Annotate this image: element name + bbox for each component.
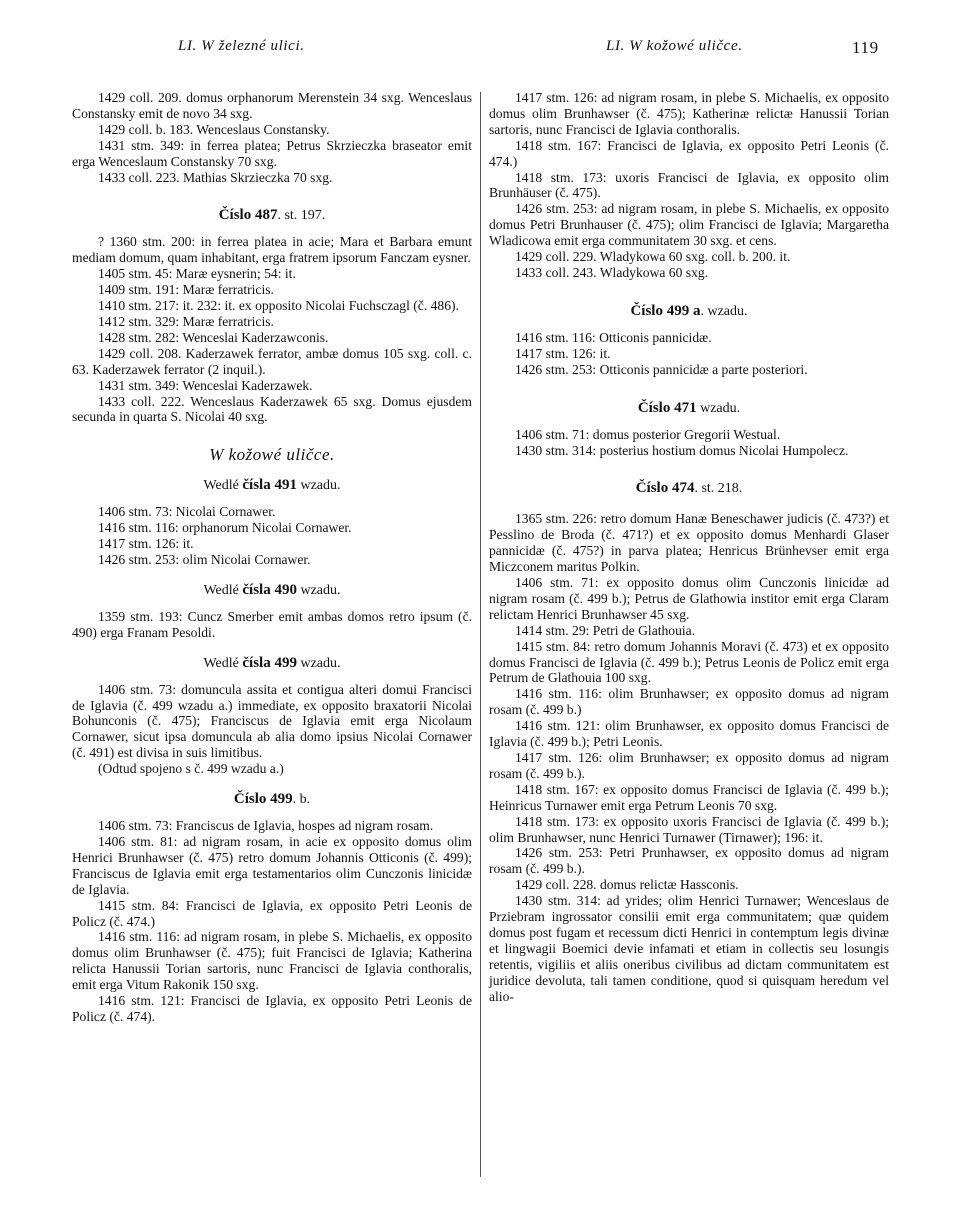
- entry: 1406 stm. 73: Franciscus de Iglavia, hospes ad nigram rosam.: [98, 818, 434, 834]
- note: (Odtud spojeno s č. 499 wzadu a.): [98, 761, 284, 777]
- entry: 1433 coll. 223. Mathias Skrzieczka 70 sxg.: [98, 169, 333, 185]
- entry-list-474: [489, 511, 889, 1004]
- entry: 1405 stm. 45: Maræ eysnerin; 54: it.: [98, 266, 296, 282]
- entry-list-471: [489, 427, 889, 459]
- entry: 1426 stm. 253: ad nigram rosam, in plebe S. Michaelis, ex opposito domus Petri Brunhauser (č. 475); olim Francisci de Iglavia; Margaretha Wladicowa emit erga communitatem 30 sxg. et cens.: [489, 201, 889, 249]
- entry: 1406 stm. 71: domus posterior Gregorii Westual.: [515, 426, 781, 442]
- entry: 1433 coll. 222. Wenceslaus Kaderzawek 65 sxg. Domus ejusdem secunda in quarta S. Nicolai 40 sxg.: [72, 393, 472, 425]
- entry: 1426 stm. 253: Otticonis pannicidæ a parte posteriori.: [515, 361, 808, 377]
- entry: 1416 stm. 116: orphanorum Nicolai Cornawer.: [98, 520, 352, 536]
- running-head-right: LI. W kožowé uličce.: [606, 38, 743, 54]
- entry: 1415 stm. 84: retro domum Johannis Moravi (č. 473) et ex opposito domus Francisci de Iglavia (č. 499 b.); Petrus Leonis de Policz emit erga Petrum de Glathouia 100 sxg.: [489, 638, 889, 686]
- entry: 1430 stm. 314: ad yrides; olim Henrici Turnawer; Wenceslaus de Prziebram ingrossator consilii emit erga communitatem; quæ quidem domus post fugam et recessum dicti Henrici in contemptum legis divinæ et lingwagii Boemici devie infamati et etiam in collectis seu losungis retentis, vigiliis et aliis oneribus civilibus ad dictam communitatem est juridice devoluta, tali tamen conditione, quod si quisquam heredum vel alio-: [489, 893, 889, 1004]
- entry: 1416 stm. 116: olim Brunhawser; ex opposito domus ad nigram rosam (č. 499 b.): [489, 686, 889, 718]
- left-column: [72, 90, 472, 1025]
- entry: 1359 stm. 193: Cuncz Smerber emit ambas domos retro ipsum (č. 490) erga Franam Pesoldi.: [72, 608, 472, 640]
- entry-list-499b: [72, 818, 472, 1025]
- heading-wedle-491: Wedlé čísla 491 wzadu.: [203, 477, 341, 494]
- entry: 1406 stm. 73: domuncula assita et contigua alteri domui Francisci de Iglavia (č. 499 wzadu a.) immediate, ex opposito braxatorii Nicolai Bohunconis (č. 475); Franciscus de Iglavia emit erga Nicolaum Cornawer, sicut ipsa domuncula ab alia domo ipsius Nicolai Cornawer (č. 491) est divisa in suis limitibus.: [72, 681, 472, 761]
- entry: 1416 stm. 116: ad nigram rosam, in plebe S. Michaelis, ex opposito domus olim Brunhawser (č. 475); fuit Francisci de Iglavia; Katherina relicta Hanussii Torian sartoris, nunc Francisci de Iglavia conthoralis, emit erga Vitum Rakonik 150 sxg.: [72, 929, 472, 993]
- entry: 1418 stm. 173: uxoris Francisci de Iglavia, ex opposito olim Brunhäuser (č. 475).: [489, 169, 889, 201]
- heading-cislo-471: Číslo 471 wzadu.: [637, 399, 741, 416]
- entry: 1406 stm. 81: ad nigram rosam, in acie ex opposito domus olim Henrici Brunhawser (č. 475) retro domum Johannis Otticonis (č. 499); Franciscus de Iglavia emit erga testamentarios olim Cunczonis linicidæ de Iglavia.: [72, 834, 472, 897]
- heading-cislo-487: Číslo 487. st. 197.: [218, 207, 326, 224]
- entry: 1431 stm. 349: Wenceslai Kaderzawek.: [98, 377, 313, 393]
- entry: 1415 stm. 84: Francisci de Iglavia, ex opposito Petri Leonis de Policz (č. 474.): [72, 897, 472, 929]
- entry: 1433 coll. 243. Wladykowa 60 sxg.: [515, 264, 709, 280]
- entry: 1417 stm. 126: it.: [98, 536, 194, 552]
- entry-list-487: [72, 234, 472, 425]
- entry: 1412 stm. 329: Maræ ferratricis.: [98, 313, 274, 329]
- entry: 1429 coll. b. 183. Wenceslaus Constansky.: [98, 121, 330, 137]
- entry: 1414 stm. 29: Petri de Glathouia.: [515, 622, 696, 638]
- entry: 1428 stm. 282: Wenceslai Kaderzawconis.: [98, 329, 329, 345]
- entry: 1417 stm. 126: it.: [515, 345, 611, 361]
- entry-list-491: [72, 504, 472, 568]
- column-divider: [480, 92, 481, 1177]
- entry: 1430 stm. 314: posterius hostium domus Nicolai Humpolecz.: [515, 442, 849, 458]
- heading-cislo-499b: Číslo 499. b.: [233, 791, 311, 808]
- right-column: [489, 90, 889, 1005]
- entry-list-499a: [489, 330, 889, 378]
- entry: 1418 stm. 167: ex opposito domus Francisci de Iglavia (č. 499 b.); Heinricus Turnawer emit erga Petrum Leonis 70 sxg.: [489, 781, 889, 813]
- entry: 1426 stm. 253: olim Nicolai Cornawer.: [98, 551, 311, 567]
- heading-cislo-499a: Číslo 499 a. wzadu.: [630, 302, 748, 319]
- entry: 1365 stm. 226: retro domum Hanæ Beneschawer judicis (č. 473?) et Pesslino de Broda (č. 471?) et ex opposito domus Menhardi Glaser pannicidæ (č. 475?) in parva platea; Henricus Brünhevser emit erga Miczconem maritus Polkin.: [489, 511, 889, 575]
- entry-list-490: [72, 609, 472, 641]
- entry: 1429 coll. 208. Kaderzawek ferrator, ambæ domus 105 sxg. coll. c. 63. Kaderzawek ferrator (2 inquil.).: [72, 345, 472, 377]
- entry: 1418 stm. 167: Francisci de Iglavia, ex opposito Petri Leonis (č. 474.): [489, 137, 889, 169]
- running-head: [0, 38, 960, 62]
- entry: 1409 stm. 191: Maræ ferratricis.: [98, 282, 274, 298]
- entry: 1406 stm. 71: ex opposito domus olim Cunczonis linicidæ ad nigram rosam (č. 499 b.); Petrus de Glathowia institor emit erga Claram relictam Henrici Brunhawser 45 sxg.: [489, 575, 889, 622]
- section-title: W kožowé uličce.: [209, 445, 335, 465]
- entry: 1406 stm. 73: Nicolai Cornawer.: [98, 504, 276, 520]
- entry: 1429 coll. 229. Wladykowa 60 sxg. coll. b. 200. it.: [515, 249, 791, 265]
- entry: 1426 stm. 253: Petri Prunhawser, ex opposito domus ad nigram rosam (č. 499 b.).: [489, 845, 889, 877]
- entry: 1431 stm. 349: in ferrea platea; Petrus Skrzieczka braseator emit erga Wenceslaum Constansky 70 sxg.: [72, 137, 472, 169]
- entry: ? 1360 stm. 200: in ferrea platea in acie; Mara et Barbara emunt mediam domum, quam inhabitant, erga fratrem ipsorum Fanczam eysner.: [72, 234, 472, 266]
- entry: 1416 stm. 116: Otticonis pannicidæ.: [515, 329, 712, 345]
- entry: 1417 stm. 126: ad nigram rosam, in plebe S. Michaelis, ex opposito domus olim Brunhawser (č. 475); Katherinæ relictæ Hanussii Torian sartoris, nunc Francisci de Iglavia conthoralis.: [489, 90, 889, 137]
- entry-list-right-intro: [489, 90, 889, 281]
- entry: 1417 stm. 126: olim Brunhawser; ex opposito domus ad nigram rosam (č. 499 b.).: [489, 750, 889, 781]
- entry: 1429 coll. 209. domus orphanorum Merenstein 34 sxg. Wenceslaus Constansky emit de novo 34 sxg.: [72, 90, 472, 121]
- heading-wedle-490: Wedlé čísla 490 wzadu.: [203, 581, 341, 598]
- entry: 1416 stm. 121: olim Brunhawser, ex opposito domus Francisci de Iglavia (č. 499 b.); Petri Leonis.: [489, 718, 889, 750]
- page-number: 119: [852, 38, 879, 57]
- entry: 1418 stm. 173: ex opposito uxoris Francisci de Iglavia (č. 499 b.); olim Brunhawser, nunc Henrici Turnawer (Tirnawer); 196: it.: [489, 813, 889, 845]
- entry: 1410 stm. 217: it. 232: it. ex opposito Nicolai Fuchsczagl (č. 486).: [98, 298, 459, 314]
- entry-list-intro: [72, 90, 472, 185]
- heading-cislo-474: Číslo 474. st. 218.: [635, 480, 743, 497]
- entry: 1429 coll. 228. domus relictæ Hassconis.: [515, 877, 739, 893]
- entry: 1416 stm. 121: Francisci de Iglavia, ex opposito Petri Leonis de Policz (č. 474).: [72, 993, 472, 1024]
- running-head-left: LI. W železné ulici.: [178, 38, 305, 54]
- heading-wedle-499: Wedlé čísla 499 wzadu.: [203, 654, 341, 671]
- entry-list-499: [72, 682, 472, 777]
